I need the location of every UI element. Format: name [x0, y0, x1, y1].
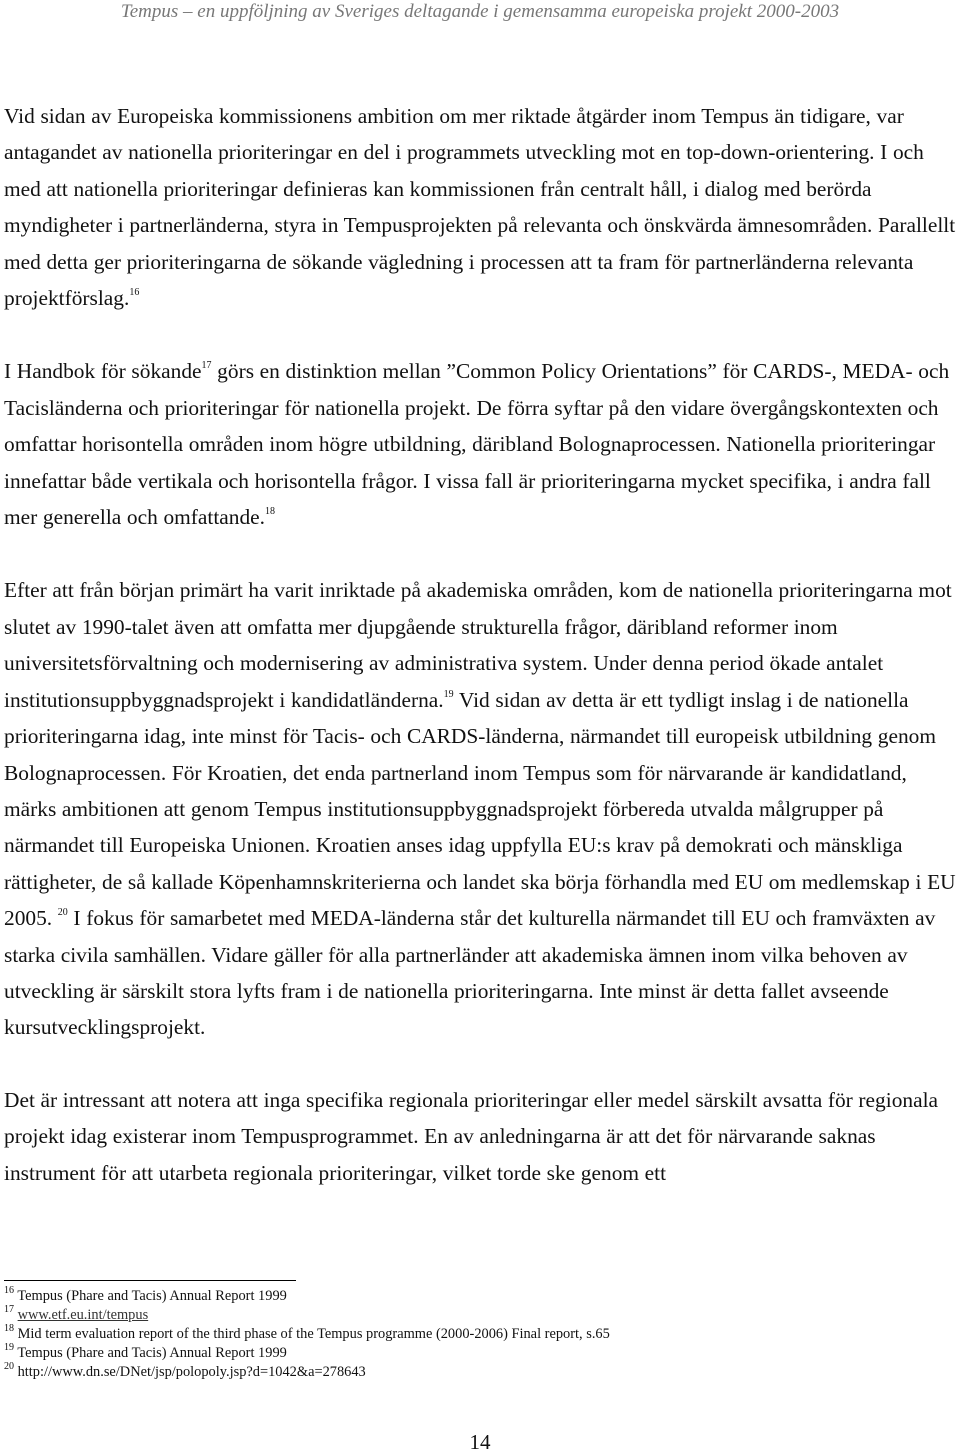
- paragraph-text: Vid sidan av detta är ett tydligt inslag i de nationella prioriteringarna idag, inte minst för Tacis- och CARDS-länderna, närmandet till europeisk utbildning genom Bolognaprocessen. För Kroatien, det enda partnerland inom Tempus som för närvarande är kandidatland, märks ambitionen att genom Tempus institutionsuppbyggnadsprojekt förbereda utvalda målgrupper på närmandet till Europeiska Unionen. Kroatien anses idag uppfylla EU:s krav på demokrati och mänskliga rättigheter, de så kallade Köpenhamnskriterierna och landet ska börja förhandla med EU om medlemskap i EU 2005.: [4, 687, 956, 931]
- paragraph-text: Det är intressant att notera att inga specifika regionala prioriteringar eller medel särskilt avsatta för regionala projekt idag existerar inom Tempusprogrammet. En av anledningarna är att det för närvarande saknas instrument för att utarbeta regionala prioriteringar, vilket torde ske genom ett: [4, 1087, 939, 1185]
- footnote-number: 17: [4, 1304, 14, 1316]
- footnote-17: [4, 1306, 944, 1325]
- paragraph-text: Vid sidan av Europeiska kommissionens ambition om mer riktade åtgärder inom Tempus än tidigare, var antagandet av nationella prioriteringar en del i programmets utveckling mot en top-down-orientering. I och med att nationella prioriteringar definieras kan kommissionen från centralt håll, i dialog med berörda myndigheter i partnerländerna, styra in Tempusprojekten på relevanta och önskvärda ämnesområden. Parallellt med detta ger prioriteringarna de sökande vägledning i processen att ta fram för partnerländerna relevanta projektförslag.: [4, 104, 956, 311]
- paragraph-2: [4, 353, 956, 535]
- footnote-separator: [4, 1280, 296, 1281]
- footnote-link[interactable]: www.etf.eu.int/tempus: [17, 1307, 149, 1323]
- footnote-number: 19: [4, 1342, 14, 1354]
- footnote-text: Tempus (Phare and Tacis) Annual Report 1999: [17, 1288, 287, 1304]
- footnote-ref-20[interactable]: 20: [57, 907, 68, 918]
- footnote-18: [4, 1325, 944, 1344]
- paragraph-3: [4, 572, 956, 1045]
- footnote-number: 16: [4, 1285, 14, 1297]
- footnote-text: http://www.dn.se/DNet/jsp/polopoly.jsp?d=1042&a=278643: [17, 1364, 366, 1380]
- page-number: 14: [469, 1430, 491, 1454]
- paragraph-text: Efter att från början primärt ha varit inriktade på akademiska områden, kom de nationella prioriteringarna mot slutet av 1990-talet även att omfatta mer djupgående strukturella frågor, däribland reformer inom universitetsförvaltning och modernisering av administrativa system. Under denna period ökade antalet institutionsuppbyggnadsprojekt i kandidatländerna.: [4, 578, 952, 712]
- body-text: [4, 98, 956, 1191]
- footnote-number: 20: [4, 1361, 14, 1373]
- paragraph-4: [4, 1082, 956, 1191]
- footnotes: [4, 1287, 944, 1382]
- paragraph-text: I fokus för samarbetet med MEDA-länderna står det kulturella närmandet till EU och framväxten av starka civila samhällen. Vidare gäller för alla partnerländer att akademiska ämnen inom vilka behoven av utveckling är särskilt stora lyfts fram i de nationella prioriteringarna. Inte minst är detta fallet avseende kursutvecklingsprojekt.: [4, 906, 936, 1040]
- paragraph-text: I Handbok för sökande: [4, 359, 202, 384]
- footnote-20: [4, 1363, 944, 1382]
- footnote-16: [4, 1287, 944, 1306]
- footnote-ref-19[interactable]: 19: [443, 688, 454, 700]
- footnote-number: 18: [4, 1323, 14, 1335]
- footnote-19: [4, 1344, 944, 1363]
- footnote-ref-17[interactable]: 17: [201, 360, 212, 372]
- footnote-ref-18[interactable]: 18: [265, 505, 276, 517]
- paragraph-text: görs en distinktion mellan ”Common Policy Orientations” för CARDS-, MEDA- och Tacisländerna och prioriteringar för nationella projekt. De förra syftar på den vidare övergångskontexten och omfattar horisontella områden inom högre utbildning, däribland Bolognaprocessen. Nationella prioriteringar innefattar både vertikala och horisontella frågor. I vissa fall är prioriteringarna mycket specifika, i andra fall mer generella och omfattande.: [4, 359, 950, 530]
- paragraph-1: [4, 98, 956, 316]
- footnote-text: Tempus (Phare and Tacis) Annual Report 1999: [17, 1345, 287, 1361]
- footnote-text: Mid term evaluation report of the third phase of the Tempus programme (2000-2006) Final report, s.65: [17, 1326, 610, 1342]
- running-header: Tempus – en uppföljning av Sveriges deltagande i gemensamma europeiska projekt 2000-2003: [120, 1, 840, 22]
- footnote-ref-16[interactable]: 16: [129, 286, 140, 298]
